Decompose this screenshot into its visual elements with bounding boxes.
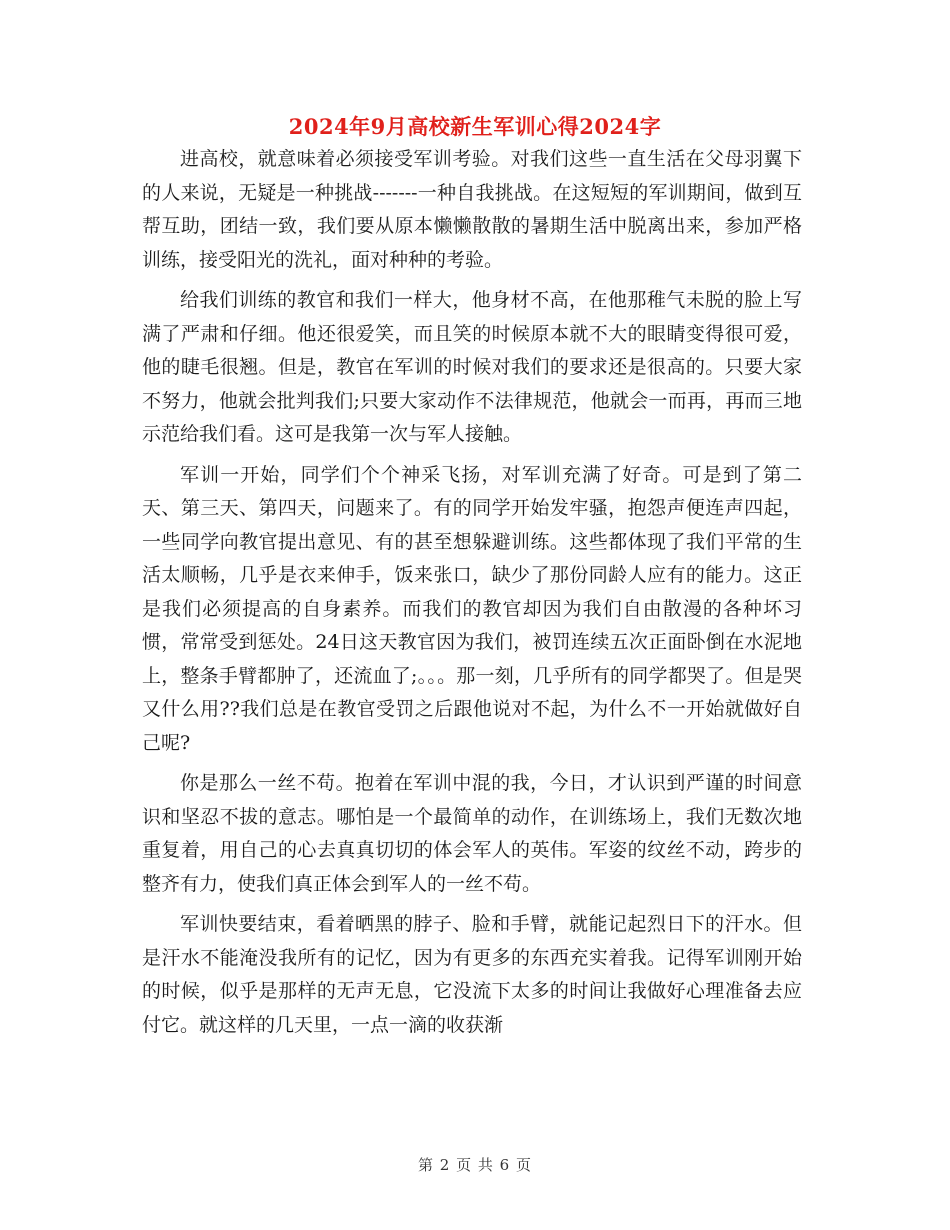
paragraph-1: 进高校，就意味着必须接受军训考验。对我们这些一直生活在父母羽翼下的人来说，无疑是一种挑战-------一种自我挑战。在这短短的军训期间，做到互帮互助，团结一致，我们要从原本懒懒散散的暑期生活中脱离出来，参加严格训练，接受阳光的洗礼，面对种种的考验。 [142, 148, 802, 271]
document-body [142, 143, 802, 1049]
page-number-footer: 第 2 页 共 6 页 [418, 1156, 532, 1174]
paragraph-3: 军训一开始，同学们个个神采飞扬，对军训充满了好奇。可是到了第二天、第三天、第四天，问题来了。有的同学开始发牢骚，抱怨声便连声四起，一些同学向教官提出意见、有的甚至想躲避训练。这些都体现了我们平常的生活太顺畅，几乎是衣来伸手，饭来张口，缺少了那份同龄人应有的能力。这正是我们必须提高的自身素养。而我们的教官却因为我们自由散漫的各种坏习惯，常常受到惩处。24日这天教官因为我们，被罚连续五次正面卧倒在水泥地上，整条手臂都肿了，还流血了;。。。那一刻，几乎所有的同学都哭了。但是哭又什么用??我们总是在教官受罚之后跟他说对不起，为什么不一开始就做好自己呢? [142, 463, 802, 754]
paragraph-4: 你是那么一丝不苟。抱着在军训中混的我，今日，才认识到严谨的时间意识和坚忍不拔的意志。哪怕是一个最简单的动作，在训练场上，我们无数次地重复着，用自己的心去真真切切的体会军人的英伟。军姿的纹丝不动，跨步的整齐有力，使我们真正体会到军人的一丝不苟。 [142, 772, 802, 895]
document-title: 2024年9月高校新生军训心得2024字 [288, 114, 662, 139]
paragraph-5: 军训快要结束，看着晒黑的脖子、脸和手臂，就能记起烈日下的汗水。但是汗水不能淹没我所有的记忆，因为有更多的东西充实着我。记得军训刚开始的时候，似乎是那样的无声无息，它没流下太多的时间让我做好心理准备去应付它。就这样的几天里，一点一滴的收获渐 [142, 913, 802, 1036]
paragraph-2: 给我们训练的教官和我们一样大，他身材不高，在他那稚气未脱的脸上写满了严肃和仔细。他还很爱笑，而且笑的时候原本就不大的眼睛变得很可爱，他的睫毛很翘。但是，教官在军训的时候对我们的要求还是很高的。只要大家不努力，他就会批判我们;只要大家动作不法律规范，他就会一而再，再而三地示范给我们看。这可是我第一次与军人接触。 [142, 289, 802, 445]
